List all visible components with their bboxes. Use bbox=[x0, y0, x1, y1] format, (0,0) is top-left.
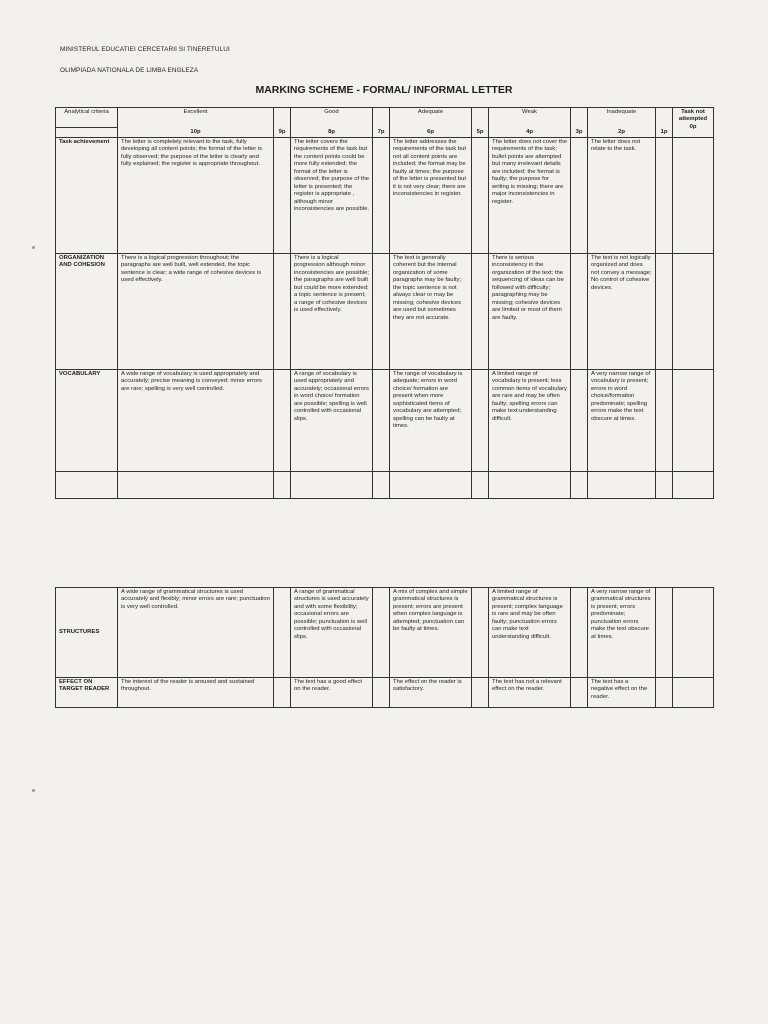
marking-scheme-table-continued bbox=[55, 587, 714, 708]
points-3: 3p bbox=[571, 128, 588, 138]
adequate-header: Adequate bbox=[390, 108, 472, 128]
effect-inadequate: The text has a negative effect on the reader. bbox=[588, 678, 656, 708]
structures-weak: A limited range of grammatical structures is present; complex language is rare and may be often faulty; punctuation errors can make text understanding difficult. bbox=[489, 588, 571, 678]
points-5: 5p bbox=[472, 128, 489, 138]
weak-header: Weak bbox=[489, 108, 571, 128]
points-10: 10p bbox=[118, 128, 274, 138]
vocabulary-adequate: The range of vocabulary is adequate; errors in word choice/ formation are present when more sophisticated items of vocabulary are attempted; spelling can be faulty at times. bbox=[390, 370, 472, 472]
structures-excellent: A wide range of grammatical structures is used accurately and flexibly; minor errors are rare; punctuation is very well controlled. bbox=[118, 588, 274, 678]
task-weak: The letter does not cover the requirements of the task; bullet points are attempted but many irrelevant details are included; the format is faulty; the purpose for writing is missing; there are major inconsistencies in register. bbox=[489, 138, 571, 254]
criterion-effect: EFFECT ON TARGET READER bbox=[56, 678, 118, 708]
structures-inadequate: A very narrow range of grammatical structures is present; errors predominate; punctuation errors make the text obscure at times. bbox=[588, 588, 656, 678]
vocabulary-inadequate: A very narrow range of vocabulary is present; errors in word choice/formation predominate; spelling errors make the text obscure at times. bbox=[588, 370, 656, 472]
table-row bbox=[56, 138, 714, 254]
criterion-vocabulary: VOCABULARY bbox=[56, 370, 118, 472]
vocabulary-weak: A limited range of vocabulary is present; less common items of vocabulary are rare and may be often faulty; spelling errors can make text understanding difficult. bbox=[489, 370, 571, 472]
organization-weak: There is serious inconsistency in the organization of the text; the sequencing of ideas can be followed with difficulty; paragraphing may be missing; cohesive devices are limited or most of them are faulty. bbox=[489, 254, 571, 370]
document-title: MARKING SCHEME - FORMAL/ INFORMAL LETTER bbox=[255, 84, 513, 96]
empty-row bbox=[56, 472, 714, 499]
structures-good: A range of grammatical structures is used accurately and with some flexibility; occasional errors are possible; punctuation is well controlled with occasional slips. bbox=[291, 588, 373, 678]
not-attempted-label: Task not attempted bbox=[678, 109, 708, 123]
olympiad-header: OLIMPIADA NATIONALA DE LIMBA ENGLEZA bbox=[60, 67, 199, 74]
vocabulary-good: A range of vocabulary is used appropriately and accurately; occasional errors in word choice/ formation are possible; spelling is well controlled with occasional slips. bbox=[291, 370, 373, 472]
points-8: 8p bbox=[291, 128, 373, 138]
scan-speck bbox=[32, 789, 35, 792]
criterion-task: Task achievement bbox=[56, 138, 118, 254]
task-good: The letter covers the requirements of the task but the content points could be more fully extended; the format of the letter is observed; the purpose of the letter is presented; the register is appropriate , although minor inconsistencies are possible. bbox=[291, 138, 373, 254]
task-adequate: The letter addresses the requirements of the task but not all content points are included; the format may be faulty at times; the purpose of the letter is presented but it is not very clear; there are inconsistencies in register. bbox=[390, 138, 472, 254]
table-row bbox=[56, 254, 714, 370]
criterion-structures: STRUCTURES bbox=[56, 588, 118, 678]
organization-inadequate: The text is not logically organized and does not convey a message; No control of cohesive devices. bbox=[588, 254, 656, 370]
not-attempted-header bbox=[673, 108, 714, 138]
points-2: 2p bbox=[588, 128, 656, 138]
structures-adequate: A mix of complex and simple grammatical structures is present; errors are present when complex language is attempted; punctuation can be faulty at times. bbox=[390, 588, 472, 678]
ministry-header: MINISTERUL EDUCATIEI CERCETARII SI TINERETULUI bbox=[60, 46, 230, 53]
organization-excellent: There is a logical progression throughout; the paragraphs are well built, well extended, the topic sentence is clear; a wide range of cohesive devices is used effectively. bbox=[118, 254, 274, 370]
task-excellent: The letter is completely relevant to the task, fully developing all content points; the format of the letter is fully observed; the purpose of the letter is clearly and fully explained; the register is appropriate throughout. bbox=[118, 138, 274, 254]
excellent-header: Excellent bbox=[118, 108, 274, 128]
effect-adequate: The effect on the reader is satisfactory. bbox=[390, 678, 472, 708]
vocabulary-excellent: A wide range of vocabulary is used appropriately and accurately; precise meaning is conveyed; minor errors are rare; spelling is very well controlled. bbox=[118, 370, 274, 472]
good-header: Good bbox=[291, 108, 373, 128]
effect-weak: The text has not a relevant effect on the reader. bbox=[489, 678, 571, 708]
points-row bbox=[56, 128, 714, 138]
points-9: 9p bbox=[274, 128, 291, 138]
criterion-organization: ORGANIZATION AND COHESION bbox=[56, 254, 118, 370]
points-0: 0p bbox=[689, 123, 697, 130]
column-header-row bbox=[56, 108, 714, 128]
table-row bbox=[56, 588, 714, 678]
effect-good: The text has a good effect on the reader. bbox=[291, 678, 373, 708]
organization-good: There is a logical progression although minor inconsistencies are possible; the paragraphs are well built but could be more extended; a topic sentence is present; a range of cohesive devices is used effectively. bbox=[291, 254, 373, 370]
task-inadequate: The letter does not relate to the task. bbox=[588, 138, 656, 254]
marking-scheme-table bbox=[55, 107, 714, 499]
effect-excellent: The interest of the reader is aroused and sustained throughout. bbox=[118, 678, 274, 708]
scan-speck bbox=[32, 246, 35, 249]
inadequate-header: Inadequate bbox=[588, 108, 656, 128]
points-7: 7p bbox=[373, 128, 390, 138]
organization-adequate: The text is generally coherent but the internal organization of some paragraphs may be faulty; the topic sentence is not always clear or may be missing; cohesive devices are used but sometimes they are not accurate. bbox=[390, 254, 472, 370]
points-4: 4p bbox=[489, 128, 571, 138]
points-1: 1p bbox=[656, 128, 673, 138]
criteria-header: Analytical criteria bbox=[56, 108, 118, 128]
table-row bbox=[56, 678, 714, 708]
table-row bbox=[56, 370, 714, 472]
points-6: 6p bbox=[390, 128, 472, 138]
